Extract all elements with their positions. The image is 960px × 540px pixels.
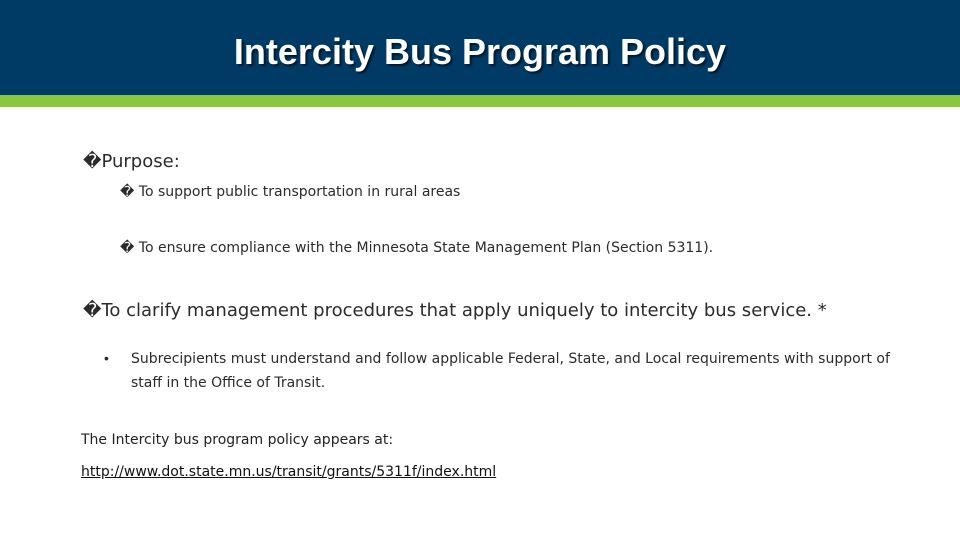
bullet-text: Subrecipients must understand and follow applicable Federal, State, and Local requirements with support of staff in the Office of Transit.: [131, 351, 890, 391]
clarify-statement: �To clarify management procedures that apply uniquely to intercity bus service. *: [83, 300, 827, 321]
purpose-item: � To ensure compliance with the Minnesota State Management Plan (Section 5311).: [120, 240, 714, 256]
policy-link[interactable]: http://www.dot.state.mn.us/transit/grants/5311f/index.html: [81, 464, 497, 480]
policy-intro: The Intercity bus program policy appears at:: [81, 432, 394, 448]
purpose-item: � To support public transportation in rural areas: [120, 184, 461, 200]
accent-bar: [0, 95, 960, 107]
slide-title: Intercity Bus Program Policy: [233, 31, 727, 72]
purpose-heading: �Purpose:: [83, 151, 180, 172]
bullet-marker: •: [104, 350, 109, 366]
